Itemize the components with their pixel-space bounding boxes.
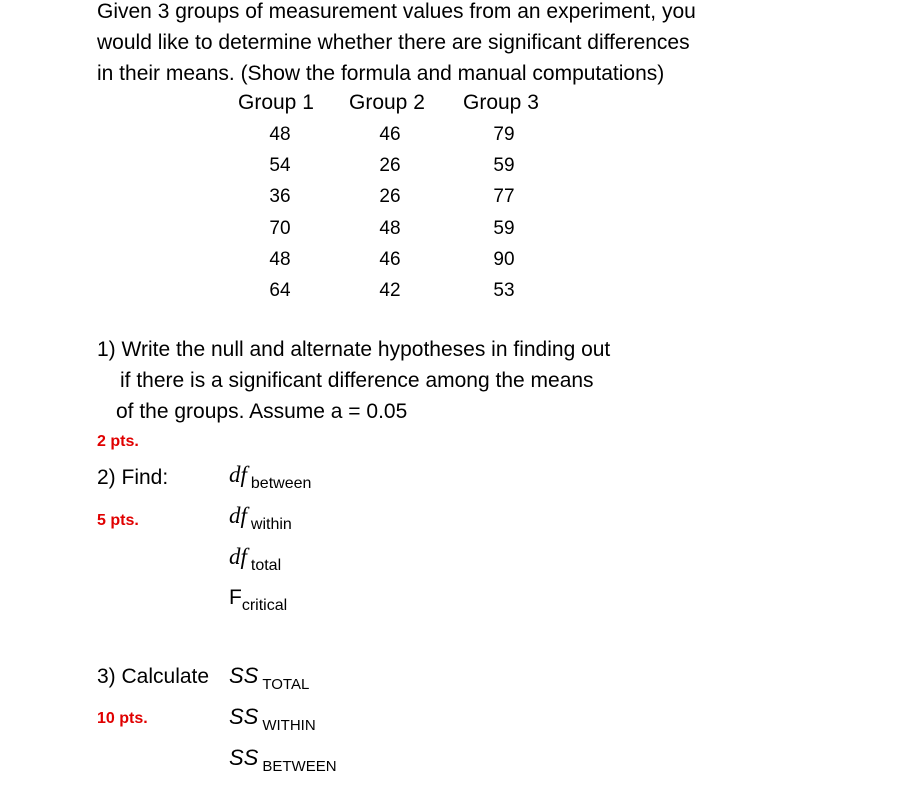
q2-label: 2) Find: bbox=[97, 466, 169, 489]
table-cell: 26 bbox=[379, 186, 401, 207]
table-cell: 79 bbox=[493, 124, 515, 145]
intro-line-2: would like to determine whether there are significant differences bbox=[97, 31, 690, 54]
q3-points: 10 pts. bbox=[97, 710, 148, 727]
header-group-2: Group 2 bbox=[349, 91, 425, 114]
table-cell: 36 bbox=[269, 186, 291, 207]
table-cell: 48 bbox=[269, 124, 291, 145]
table-cell: 64 bbox=[269, 280, 291, 301]
f-critical: $F_{critical}$ bbox=[229, 586, 288, 614]
intro-line-1: Given 3 groups of measurement values from an experiment, you bbox=[97, 0, 696, 23]
ss-total: SS $_{TOTAL}$ bbox=[229, 663, 310, 693]
ss-between: SS $_{BETWEEN}$ bbox=[229, 745, 337, 775]
table-cell: 48 bbox=[269, 249, 291, 270]
header-group-1: Group 1 bbox=[238, 91, 314, 114]
table-cell: 59 bbox=[493, 218, 515, 239]
q3-label: 3) Calculate bbox=[97, 665, 210, 688]
ss-within: SS $_{WITHIN}$ bbox=[229, 704, 316, 734]
df-total: df $_{total}$ bbox=[229, 544, 282, 574]
df-within: df $_{within}$ bbox=[229, 503, 292, 533]
table-cell: 70 bbox=[269, 218, 291, 239]
table-cell: 90 bbox=[493, 249, 515, 270]
table-cell: 26 bbox=[379, 155, 401, 176]
header-group-3: Group 3 bbox=[463, 91, 539, 114]
intro-line-3: in their means. (Show the formula and manual computations) bbox=[97, 62, 665, 85]
table-cell: 48 bbox=[379, 218, 401, 239]
q1-line-3: of the groups. Assume a = 0.05 bbox=[116, 400, 408, 423]
table-cell: 77 bbox=[493, 186, 515, 207]
table-cell: 46 bbox=[379, 124, 401, 145]
q1-line-1: 1) Write the null and alternate hypotheses in finding out bbox=[97, 338, 611, 361]
table-cell: 53 bbox=[493, 280, 515, 301]
q2-points: 5 pts. bbox=[97, 512, 139, 529]
df-between: df $_{between}$ bbox=[229, 462, 312, 492]
table-cell: 46 bbox=[379, 249, 401, 270]
table-cell: 42 bbox=[379, 280, 401, 301]
q1-line-2: if there is a significant difference among the means bbox=[120, 369, 594, 392]
table-cell: 54 bbox=[269, 155, 291, 176]
table-cell: 59 bbox=[493, 155, 515, 176]
q1-points: 2 pts. bbox=[97, 433, 139, 450]
